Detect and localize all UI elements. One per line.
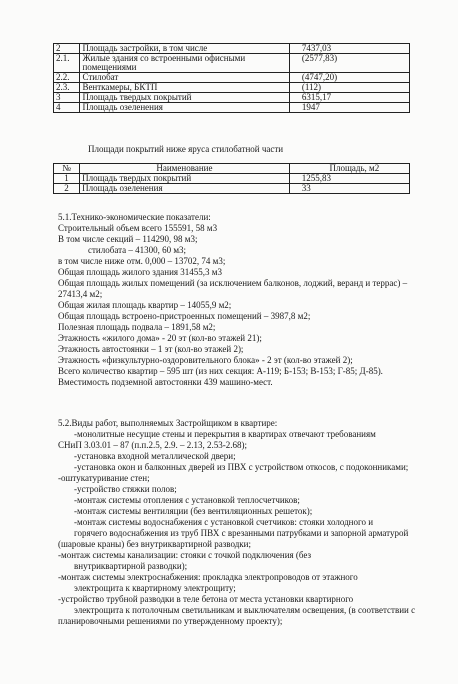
text-line: -устройство трубной разводки в теле бетона от места установки квартирного <box>58 594 354 604</box>
table-row <box>54 174 410 184</box>
text-line: -монтаж системы канализации: стояки с точкой подключения (без <box>58 550 312 560</box>
text-line: планировочными решениями по утвержденному проекту); <box>58 616 283 626</box>
header-name: Наименование <box>80 164 290 174</box>
row-name: Стилобат <box>80 73 289 83</box>
text-line: -монтаж системы вентиляции (без вентиляционных решеток); <box>74 506 313 516</box>
row-number: 1 <box>54 174 80 184</box>
row-value: 1255,83 <box>289 174 409 184</box>
text-line: Полезная площадь подвала – 1891,58 м2; <box>58 322 216 332</box>
row-name: Площадь твердых покрытий <box>80 93 289 103</box>
table-row <box>54 184 410 194</box>
text-line: Строительный объем всего 155591, 58 м3 <box>58 223 218 233</box>
row-number: 2 <box>54 184 80 194</box>
table-header-row <box>54 164 410 174</box>
row-number: 2.1. <box>54 54 80 73</box>
text-line: В том числе секций – 114290, 98 м3; <box>58 234 198 244</box>
table-row <box>54 54 410 73</box>
row-name: Площадь твердых покрытий <box>80 174 290 184</box>
text-line: -монтаж системы отопления с установкой теплосчетчиков; <box>74 495 300 505</box>
row-name: Жилые здания со встроенными офисными помещениями <box>80 54 289 73</box>
table-row <box>54 93 410 103</box>
text-line: Общая площадь жилых помещений (за исключением балконов, лоджий, веранд и террас) – <box>58 278 408 288</box>
row-name: Площадь застройки, в том числе <box>80 44 289 54</box>
table-row <box>54 73 410 83</box>
row-value: (2577,83) <box>289 54 409 73</box>
technical-indicators-section <box>58 212 418 388</box>
text-line: -установка окон и балконных дверей из ПВХ с устройством откосов, с подоконниками; <box>74 462 409 472</box>
text-line: 27413,4 м2; <box>58 289 103 299</box>
row-name: Площадь озеленения <box>80 103 289 113</box>
text-line: стилобата – 41300, 60 м3; <box>88 245 187 255</box>
text-line: -монтаж системы водоснабжения с установкой счетчиков: стояки холодного и <box>74 517 374 527</box>
text-line: Общая жилая площадь квартир – 14055,9 м2; <box>58 300 232 310</box>
text-line: внутриквартирной разводки); <box>74 561 188 571</box>
text-line: -монолитные несущие стены и перекрытия в квартирах отвечают требованиям <box>74 429 376 439</box>
construction-area-table <box>53 43 410 113</box>
text-line: Этажность «физкультурно-оздоровительного блока» - 2 эт (кол-во этажей 2); <box>58 355 353 365</box>
stylobate-coverage-table <box>53 163 410 194</box>
text-line: Всего количество квартир – 595 шт (из них секция: А-119; Б-153; В-153; Г-85; Д-85). <box>58 366 383 376</box>
row-name: Площадь озеленения <box>80 184 290 194</box>
text-line: электрощита к потолочным светильникам и выключателям освещения, (в соответствии с <box>74 605 416 615</box>
row-number: 2 <box>54 44 80 54</box>
row-number: 2.3. <box>54 83 80 93</box>
text-line: -устройство стяжки полов; <box>74 484 177 494</box>
text-line: Общая площадь встроено-пристроенных помещений – 3987,8 м2; <box>58 311 311 321</box>
row-value: 6315,17 <box>289 93 409 103</box>
row-number: 3 <box>54 93 80 103</box>
text-line: в том числе ниже отм. 0,000 – 13702, 74 м3; <box>58 256 226 266</box>
header-area: Площадь, м2 <box>289 164 409 174</box>
table-row <box>54 44 410 54</box>
text-line: Этажность автостоянки – 1 эт (кол-во этажей 2); <box>58 344 244 354</box>
row-value: 7437,03 <box>289 44 409 54</box>
table-row <box>54 83 410 93</box>
text-line: Этажность «жилого дома» - 20 эт (кол-во этажей 21); <box>58 333 262 343</box>
header-number: № <box>54 164 80 174</box>
row-number: 4 <box>54 103 80 113</box>
section-heading: 5.2.Виды работ, выполняемых Застройщиком в квартире: <box>58 418 278 428</box>
text-line: -оштукатуривание стен; <box>58 473 150 483</box>
text-line: Вместимость подземной автостоянки 439 машино-мест. <box>58 377 273 387</box>
text-line: электрощита к квартирному электрощиту; <box>74 583 236 593</box>
table2-caption: Площади покрытий ниже яруса стилобатной части <box>88 144 284 154</box>
row-name: Венткамеры, БКТП <box>80 83 289 93</box>
text-line: -установка входной металлической двери; <box>74 451 236 461</box>
table-row <box>54 103 410 113</box>
row-number: 2.2. <box>54 73 80 83</box>
row-value: 33 <box>289 184 409 194</box>
row-value: 1947 <box>289 103 409 113</box>
row-value: (4747,20) <box>289 73 409 83</box>
row-value: (112) <box>289 83 409 93</box>
text-line: -монтаж системы электроснабжения: прокладка электропроводов от этажного <box>58 572 358 582</box>
text-line: (шаровые краны) без внутриквартирной разводки; <box>58 539 251 549</box>
text-line: горячего водоснабжения из труб ПВХ с врезанными патрубками и запорной арматурой <box>74 528 409 538</box>
section-heading: 5.1.Технико-экономические показатели: <box>58 212 211 222</box>
text-line: СНиП 3.03.01 – 87 (п.п.2.5, 2.9. – 2.13, 2.53-2.68); <box>58 440 247 450</box>
works-section <box>58 418 418 627</box>
text-line: Общая площадь жилого здания 31455,3 м3 <box>58 267 222 277</box>
